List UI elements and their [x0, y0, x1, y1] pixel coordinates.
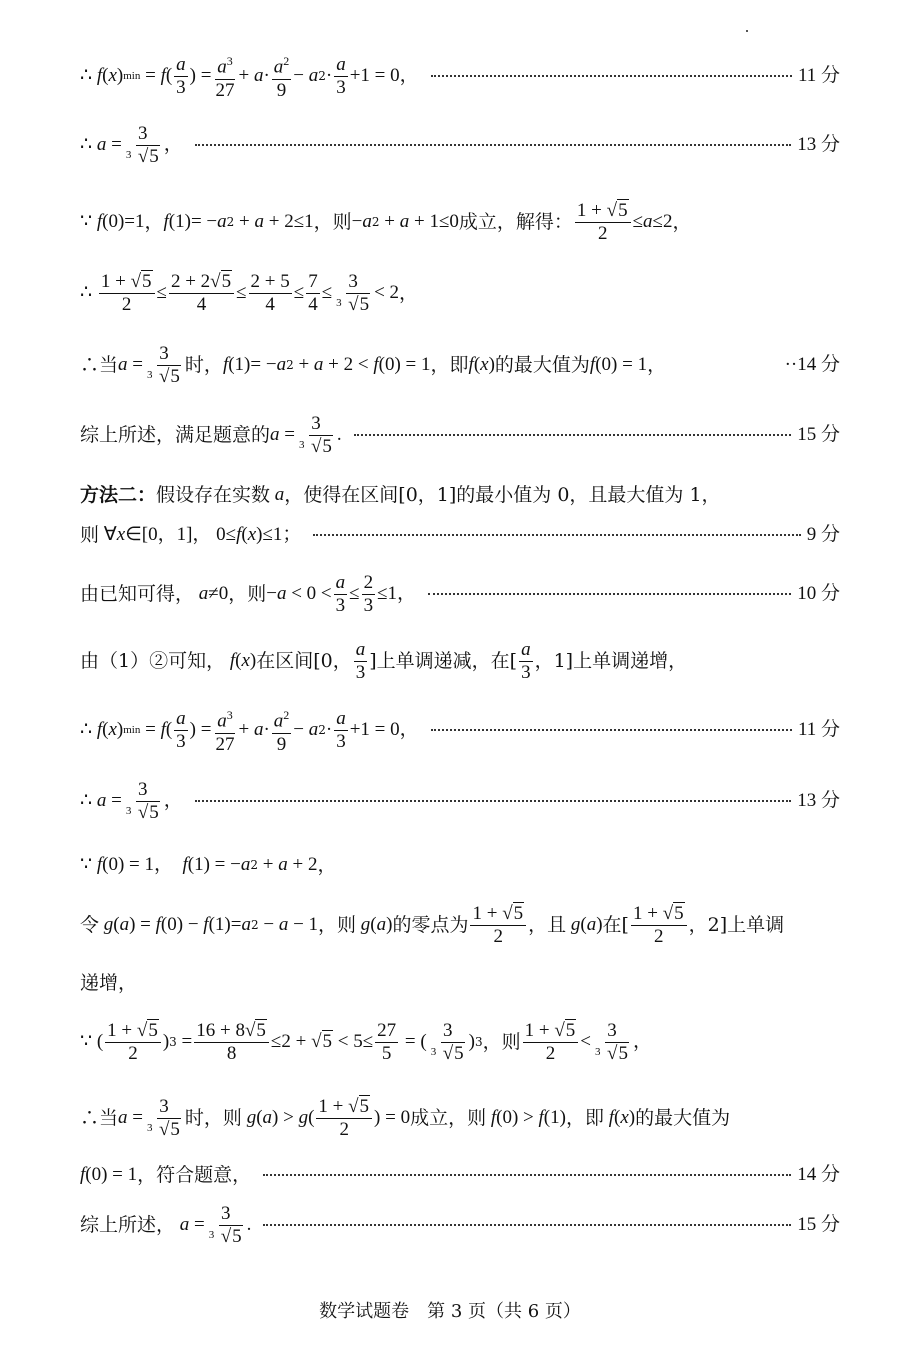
- score: 15 分: [797, 424, 840, 445]
- dot-leader: [263, 1224, 791, 1226]
- line-increasing: 递增，: [80, 972, 138, 994]
- line-g-def: 令 g ( a ) = f (0) − f (1)= a 2 − a − 1 ，则 g ( a ) 的零点为 1 + √5 2 ，且 g ( a ) 在[ 1 + √5 2 ，2]上单调: [80, 902, 785, 947]
- score: 14 分: [797, 1164, 840, 1185]
- line-compare: ∵ ( 1 + √5 2 ) 3 = $\frac{16 + 8√5}{8}$ ≤2 + √5 < 5≤ $\frac{27}{5}$ = ( 3 3 √5 ) 3 ，则 1 + √5 2 < 3 3 √5 ，: [80, 1019, 652, 1064]
- line-a-range: 由已知可得， a ≠0 ，则 − a < 0 < $\frac{a}{3}$ ≤ $\frac{2}{3}$ ≤1， 10 分: [80, 571, 840, 616]
- line-f-values: ∵ f (0) = 1， f (1) = − a 2 + a + 2 ，: [80, 854, 337, 876]
- line-fmin-2: ∴ f ( x ) min = f ( a 3 ) = $\frac{a^3}{27}$ + a · $a^2$ 9 − a 2 · a 3 +1 = 0， 11 分: [80, 708, 840, 752]
- line-monotonic: 由（1）②可知， f ( x ) 在区间[0， a 3 ]上单调递减，在[ a 3 ，1]上单调递增，: [80, 638, 688, 683]
- scan-dot: [746, 30, 748, 32]
- line-chain-ineq: ∴ $\frac{1 + √5}{2}$ ≤ $\frac{2 + 2√5}{4}$ ≤ $\frac{2 + 5}{4}$ ≤ $\frac{7}{4}$ ≤ 3 3 √5 < 2 ，: [80, 270, 419, 315]
- line-f0-equals-1: f (0) = 1 ，符合题意， 14 分: [80, 1164, 840, 1186]
- dot-leader: [431, 729, 792, 731]
- dot-leader: [263, 1174, 791, 1176]
- score: 9 分: [806, 524, 840, 545]
- dot-leader: [431, 75, 792, 77]
- dot-leader: [354, 434, 792, 436]
- score: 10 分: [797, 583, 840, 604]
- dot-leader: [195, 800, 791, 802]
- method-two-heading: 方法二： 假设存在实数 a ，使得在区间[0，1]的最小值为 0，且最大值为 1，: [80, 484, 721, 506]
- line-forall: 则 ∀ x ∈[0，1]， 0≤ f ( x )≤1； 9 分: [80, 524, 840, 546]
- line-a-value-1: ∴ a = 3 3 √5 ， 13 分: [80, 122, 840, 167]
- dot-leader: [428, 593, 791, 595]
- line-max-f0: ∴当 a = 3 3 √5 时， f (1)= − a 2 + a + 2 < f (0) = 1 ，即 f ( x ) 的最大值为 f (0) = 1 ， ··14 分: [80, 342, 840, 387]
- score: ··14 分: [784, 354, 840, 375]
- line-fmin-1: ∴ f ( x ) min = f ( a 3 ) = $\frac{a^3}{27}$ + a · $a^2$ 9 − a 2 · a 3 +1 = 0， 11 分: [80, 54, 840, 98]
- score: 13 分: [797, 134, 840, 155]
- line-conclusion-2: 综上所述， a = 3 3 √5 . 15 分: [80, 1202, 840, 1247]
- score: 13 分: [797, 790, 840, 811]
- dot-leader: [313, 534, 800, 536]
- line-f0-f1: ∵ f (0)=1 ， f (1)= − a 2 + a + 2≤1 ，则 − a 2 + a + 1≤0 成立，解得： $\frac{1 + √5}{2}$ ≤ a ≤2 ，: [80, 199, 692, 244]
- dot-leader: [195, 144, 791, 146]
- score: 11 分: [797, 65, 840, 86]
- page-footer: 数学试题卷 第 3 页（共 6 页）: [319, 1301, 581, 1322]
- line-a-value-2: ∴ a = 3 3 √5 ， 13 分: [80, 778, 840, 823]
- line-conclusion-1: 综上所述，满足题意的 a = 3 3 √5 . 15 分: [80, 412, 840, 457]
- line-g-positive: ∴当 a = 3 3 √5 时，则 g ( a ) > g ( 1 + √5 2 ) = 0 成立，则 f (0) > f (1) ，即 f ( x ) 的最大值为: [80, 1095, 731, 1140]
- score: 15 分: [797, 1214, 840, 1235]
- score: 11 分: [797, 719, 840, 740]
